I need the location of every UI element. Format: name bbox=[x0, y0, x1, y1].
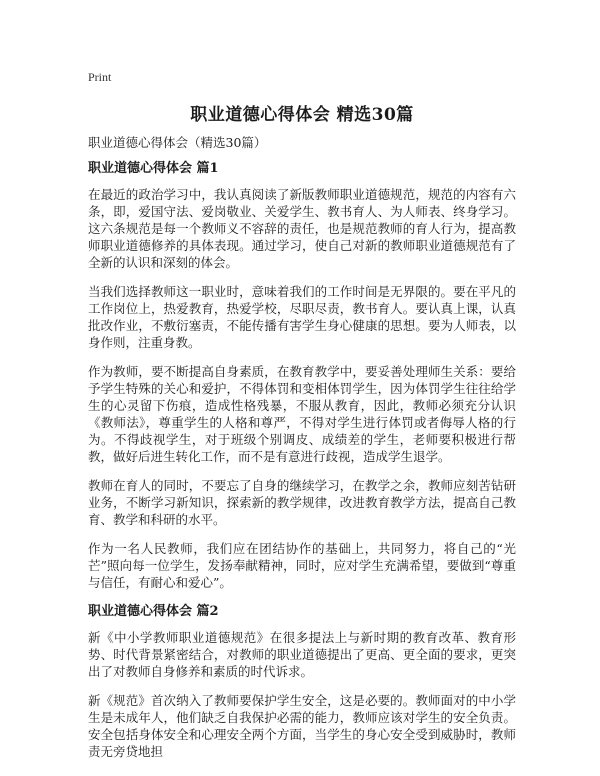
paragraph: 在最近的政治学习中，我认真阅读了新版教师职业道德规范，规范的内容有六条，即，爱国守法、爱岗敬业、关爱学生、教书育人、为人师表、终身学习。这六条规范是每一个教师义不容辞的责任，也是规范教师的育人行为，提高教师职业道德修养的具体表现。通过学习，使自己对新的教师职业道德规范有了全新的认识和深刻的体会。 bbox=[88, 187, 516, 270]
document-body bbox=[88, 160, 516, 772]
paragraph: 作为一名人民教师，我们应在团结协作的基础上，共同努力，将自己的“光芒”照向每一位学生，发扬奉献精神，同时，应对学生充满希望，要做到“尊重与信任，有耐心和爱心”。 bbox=[88, 541, 516, 590]
document-title: 职业道德心得体会 精选30篇 bbox=[190, 105, 414, 125]
section-heading: 职业道德心得体会 篇2 bbox=[88, 604, 219, 619]
section-1 bbox=[88, 160, 516, 591]
paragraph: 新《中小学教师职业道德规范》在很多提法上与新时期的教育改革、教育形势、时代背景紧密结合，对教师的职业道德提出了更高、更全面的要求，更突出了对教师自身修养和素质的时代诉求。 bbox=[88, 630, 516, 679]
section-heading: 职业道德心得体会 篇1 bbox=[88, 161, 219, 176]
paragraph: 作为教师，要不断提高自身素质，在教育教学中，要妥善处理师生关系：要给予学生特殊的关心和爱护，不得体罚和变相体罚学生，因为体罚学生往往给学生的心灵留下伤痕，造成性格残暴，不服从教育，因此，教师必须充分认识《教师法》，尊重学生的人格和尊严，不得对学生进行体罚或者侮辱人格的行为。不得歧视学生，对于班级个别调皮、成绩差的学生，老师要积极进行帮教，做好后进生转化工作，而不是有意进行歧视，造成学生退学。 bbox=[88, 364, 516, 464]
paragraph: 教师在育人的同时，不要忘了自身的继续学习，在教学之余，教师应刻苦钻研业务，不断学习新知识，探索新的教学规律，改进教育教学方法，提高自己教育、教学和科研的水平。 bbox=[88, 478, 516, 527]
paragraph: 当我们选择教师这一职业时，意味着我们的工作时间是无界限的。要在平凡的工作岗位上，热爱教育，热爱学校，尽职尽责，教书育人。要认真上课，认真批改作业，不敷衍塞责，不能传播有害学生身心健康的思想。要为人师表，以身作则，注重身教。 bbox=[88, 284, 516, 350]
document-subtitle: 职业道德心得体会（精选30篇） bbox=[88, 135, 267, 150]
print-link[interactable]: Print bbox=[88, 70, 112, 84]
section-2 bbox=[88, 603, 516, 760]
paragraph: 新《规范》首次纳入了教师要保护学生安全，这是必要的。教师面对的中小学生是未成年人，他们缺乏自我保护必需的能力，教师应该对学生的安全负责。安全包括身体安全和心理安全两个方面，当学生的身心安全受到威胁时，教师责无旁贷地担 bbox=[88, 693, 516, 759]
